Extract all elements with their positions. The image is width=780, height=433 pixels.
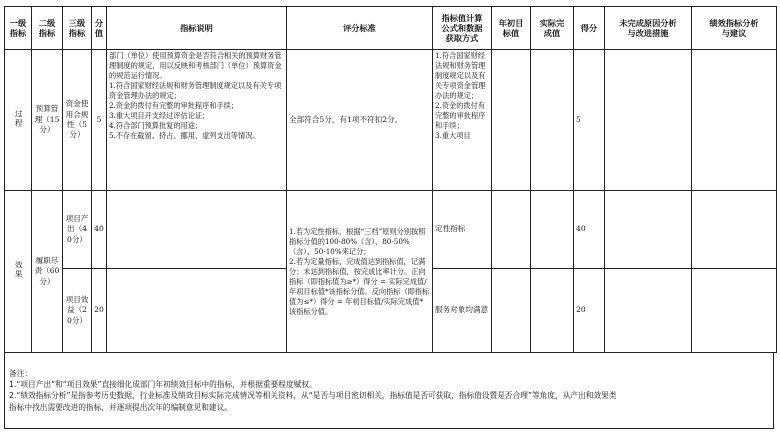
header-actual: 实际完 成值 (531, 7, 574, 50)
effect-level1: 效果 (14, 261, 24, 279)
output-actual (531, 191, 574, 269)
output-unmet-analysis (605, 191, 692, 269)
benefit-unmet-analysis (605, 269, 692, 353)
process-level1: 过程 (14, 109, 24, 127)
header-suggestions: 绩效指标分析 与建议 (692, 7, 777, 50)
output-weight: 40 (92, 191, 107, 269)
process-suggestions (692, 50, 777, 191)
effect-criteria: 1.若为定性指标，根据“三档”原则分别按照指标分值的100-80%（含）、80-50%（含）、50-10%来记分； 2.若为定量指标，完成值达到指标值，记满分；未达到指标值，按完成比率计分。正向指标（即指标值为≥*）得分 = 实际完成值/年初目标值*该指标分值。反向指标（即指标值为≤*）得分 = 年初目标值/实际完成值*该指标分值。 (287, 191, 433, 353)
header-target: 年初目 标值 (492, 7, 531, 50)
header-level3: 三级 指标 (63, 7, 92, 50)
process-actual (531, 50, 574, 191)
notes-line-1: 1.“项目产出”和“项目效果”直接细化成部门年初绩效目标中的指标，并根据重要程度赋权。 (9, 380, 317, 390)
output-score: 40 (574, 191, 605, 269)
benefit-level3: 项目效益（20分） (63, 269, 92, 353)
table-row-process (5, 50, 777, 191)
output-suggestions (692, 191, 777, 269)
benefit-calc-method: 服务对象均满意 (433, 269, 492, 353)
process-score: 5 (574, 50, 605, 191)
notes-box (4, 352, 774, 429)
header-calc-method: 指标值计算 公式和数据 获取方式 (433, 7, 492, 50)
notes-line-3: 指标中找出需要改进的指标，并逐项提出次年的编制意见和建议。 (9, 402, 232, 412)
process-weight: 5 (92, 50, 107, 191)
output-calc-method: 定性指标 (433, 191, 492, 269)
benefit-description (107, 269, 287, 353)
process-level3: 资金使用合规性（5分） (63, 50, 92, 191)
process-description: 部门（单位）使用预算资金是否符合相关的预算财务管理制度的规定，用以反映和考核部门（单位）预算资金的规范运行情况。 1.符合国家财经法规和财务管理制度规定以及有关专项资金管理办法的规定； 2.资金的拨付有完整的审批程序和手续； 3.重大项目开支经过评估论证； 4.符合部门预算批复的用途； 5.不存在截留、挤占、挪用、虚列支出等情况。 (107, 50, 287, 191)
process-target (492, 50, 531, 191)
output-target (492, 191, 531, 269)
benefit-target (492, 269, 531, 353)
process-level1-cell (5, 50, 32, 191)
notes-line-2: 2.“绩效指标分析”是指参考历史数据、行业标准及绩效目标实际完成情况等相关资料，从“是否与项目密切相关，指标值是否可获取，指标值设置是否合理”等角度，从产出和效果类 (9, 391, 617, 401)
benefit-score: 20 (574, 269, 605, 353)
header-weight: 分 值 (92, 7, 107, 50)
process-level2: 预算管理（15分） (32, 50, 63, 191)
notes-title: 备注： (9, 369, 33, 378)
header-score: 得分 (574, 7, 605, 50)
header-level1: 一级 指标 (5, 7, 32, 50)
benefit-suggestions (692, 269, 777, 353)
header-description: 指标说明 (107, 7, 287, 50)
header-level2: 二级 指标 (32, 7, 63, 50)
benefit-weight: 20 (92, 269, 107, 353)
header-unmet-analysis: 未完成原因分析 与改进措施 (605, 7, 692, 50)
process-unmet-analysis (605, 50, 692, 191)
performance-table (4, 6, 777, 353)
process-criteria: 全部符合5分，有1项不符扣2分。 (287, 50, 433, 191)
output-level3: 项目产出（40分） (63, 191, 92, 269)
benefit-actual (531, 269, 574, 353)
output-description (107, 191, 287, 269)
effect-level2: 履职尽责（60分） (32, 191, 63, 353)
header-criteria: 评分标准 (287, 7, 433, 50)
effect-level1-cell (5, 191, 32, 353)
table-row-output (5, 191, 777, 269)
header-row (5, 7, 777, 50)
process-calc-method: 1.符合国家财经法规和财务管理制度规定以及有关专项资金管理办法的规定； 2.资金的拨付有完整的审批程序和手续； 3.重大项目 (433, 50, 492, 191)
